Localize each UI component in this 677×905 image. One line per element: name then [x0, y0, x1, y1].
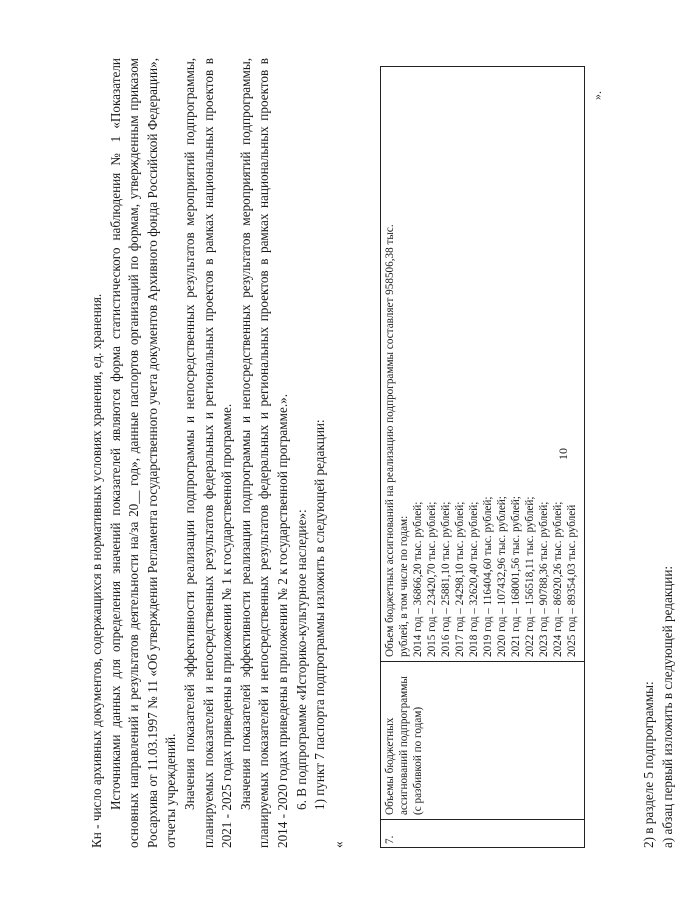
passport-table [380, 66, 585, 848]
quote-open: « [330, 841, 346, 848]
document-page [80, 58, 675, 860]
funding-line: 2016 год – 25881,10 тыс. рублей; [440, 501, 452, 657]
funding-line: 2018 год – 32620,40 тыс. рублей; [468, 501, 480, 657]
table-row-value [381, 67, 584, 661]
page-number: 10 [556, 448, 570, 460]
paragraph: а) абзац первый изложить в следующей редакции: [659, 565, 675, 848]
tail-text [640, 58, 677, 848]
paragraph: 2) в разделе 5 подпрограммы: [641, 681, 656, 848]
table-row-number: 7. [381, 819, 584, 847]
funding-line: 2019 год – 116404,60 тыс. рублей; [482, 496, 494, 657]
funding-line: 2014 год – 36866,20 тыс. рублей; [412, 501, 424, 657]
quote-close: ». [590, 91, 604, 100]
paragraph: Значения показателей эффективности реализации подпрограммы и непосредственных результатов мероприятий подпрограммы, планируемых показателей и непосредственных результатов федеральных и региональных проектов в рамках национальных проектов в 2021 - 2025 годах приведены в приложении № 1 к государственной программе. [181, 58, 235, 848]
paragraph: 6. В подпрограмме «Историко-культурное наследие»: [293, 509, 309, 810]
funding-line: 2022 год – 156518,11 тыс. рублей; [524, 496, 536, 657]
body-text [88, 58, 348, 848]
funding-line: 2020 год – 107432,96 тыс. рублей; [496, 496, 508, 657]
funding-line: 2015 год – 23420,70 тыс. рублей; [426, 501, 438, 657]
funding-line: рублей, в том числе по годам: [398, 515, 410, 657]
funding-line: 2023 год – 90788,36 тыс. рублей; [538, 501, 550, 657]
funding-line: 2017 год – 24298,10 тыс. рублей; [454, 501, 466, 657]
funding-line: 2024 год – 86920,26 тыс. рублей; [552, 501, 564, 657]
paragraph: Источниками данных для определения значений показателей являются форма статистического наблюдения № 1 «Показатели основных направлений и результатов деятельности на/за 20__ год», данные паспортов организаций по формам, утвержденным приказом Росархива от 11.03.1997 № 11 «Об утверждении Регламента государственного учета документов Архивного фонда Российской Федерации», отчеты учреждений. [107, 58, 179, 848]
table-row-label: Объемы бюджетных ассигнований подпрограммы (с разбивкой по годам) [381, 661, 584, 819]
funding-line: 2021 год – 168001,56 тыс. рублей; [510, 496, 522, 657]
paragraph: Значения показателей эффективности реализации подпрограммы и непосредственных результатов мероприятий подпрограммы, планируемых показателей и непосредственных результатов федеральных и региональных проектов в рамках национальных проектов в 2014 - 2020 годах приведены в приложении № 2 к государственной программе.». [237, 58, 290, 848]
paragraph: Кн - число архивных документов, содержащихся в нормативных условиях хранения, ед. хранения. [89, 293, 104, 848]
paragraph: 1) пункт 7 паспорта подпрограммы изложить в следующей редакции: [312, 419, 328, 810]
funding-line: Объем бюджетных ассигнований на реализацию подпрограммы составляет 958506,38 тыс. [384, 224, 396, 657]
funding-line: 2025 год – 89354,03 тыс. рублей [566, 504, 578, 657]
